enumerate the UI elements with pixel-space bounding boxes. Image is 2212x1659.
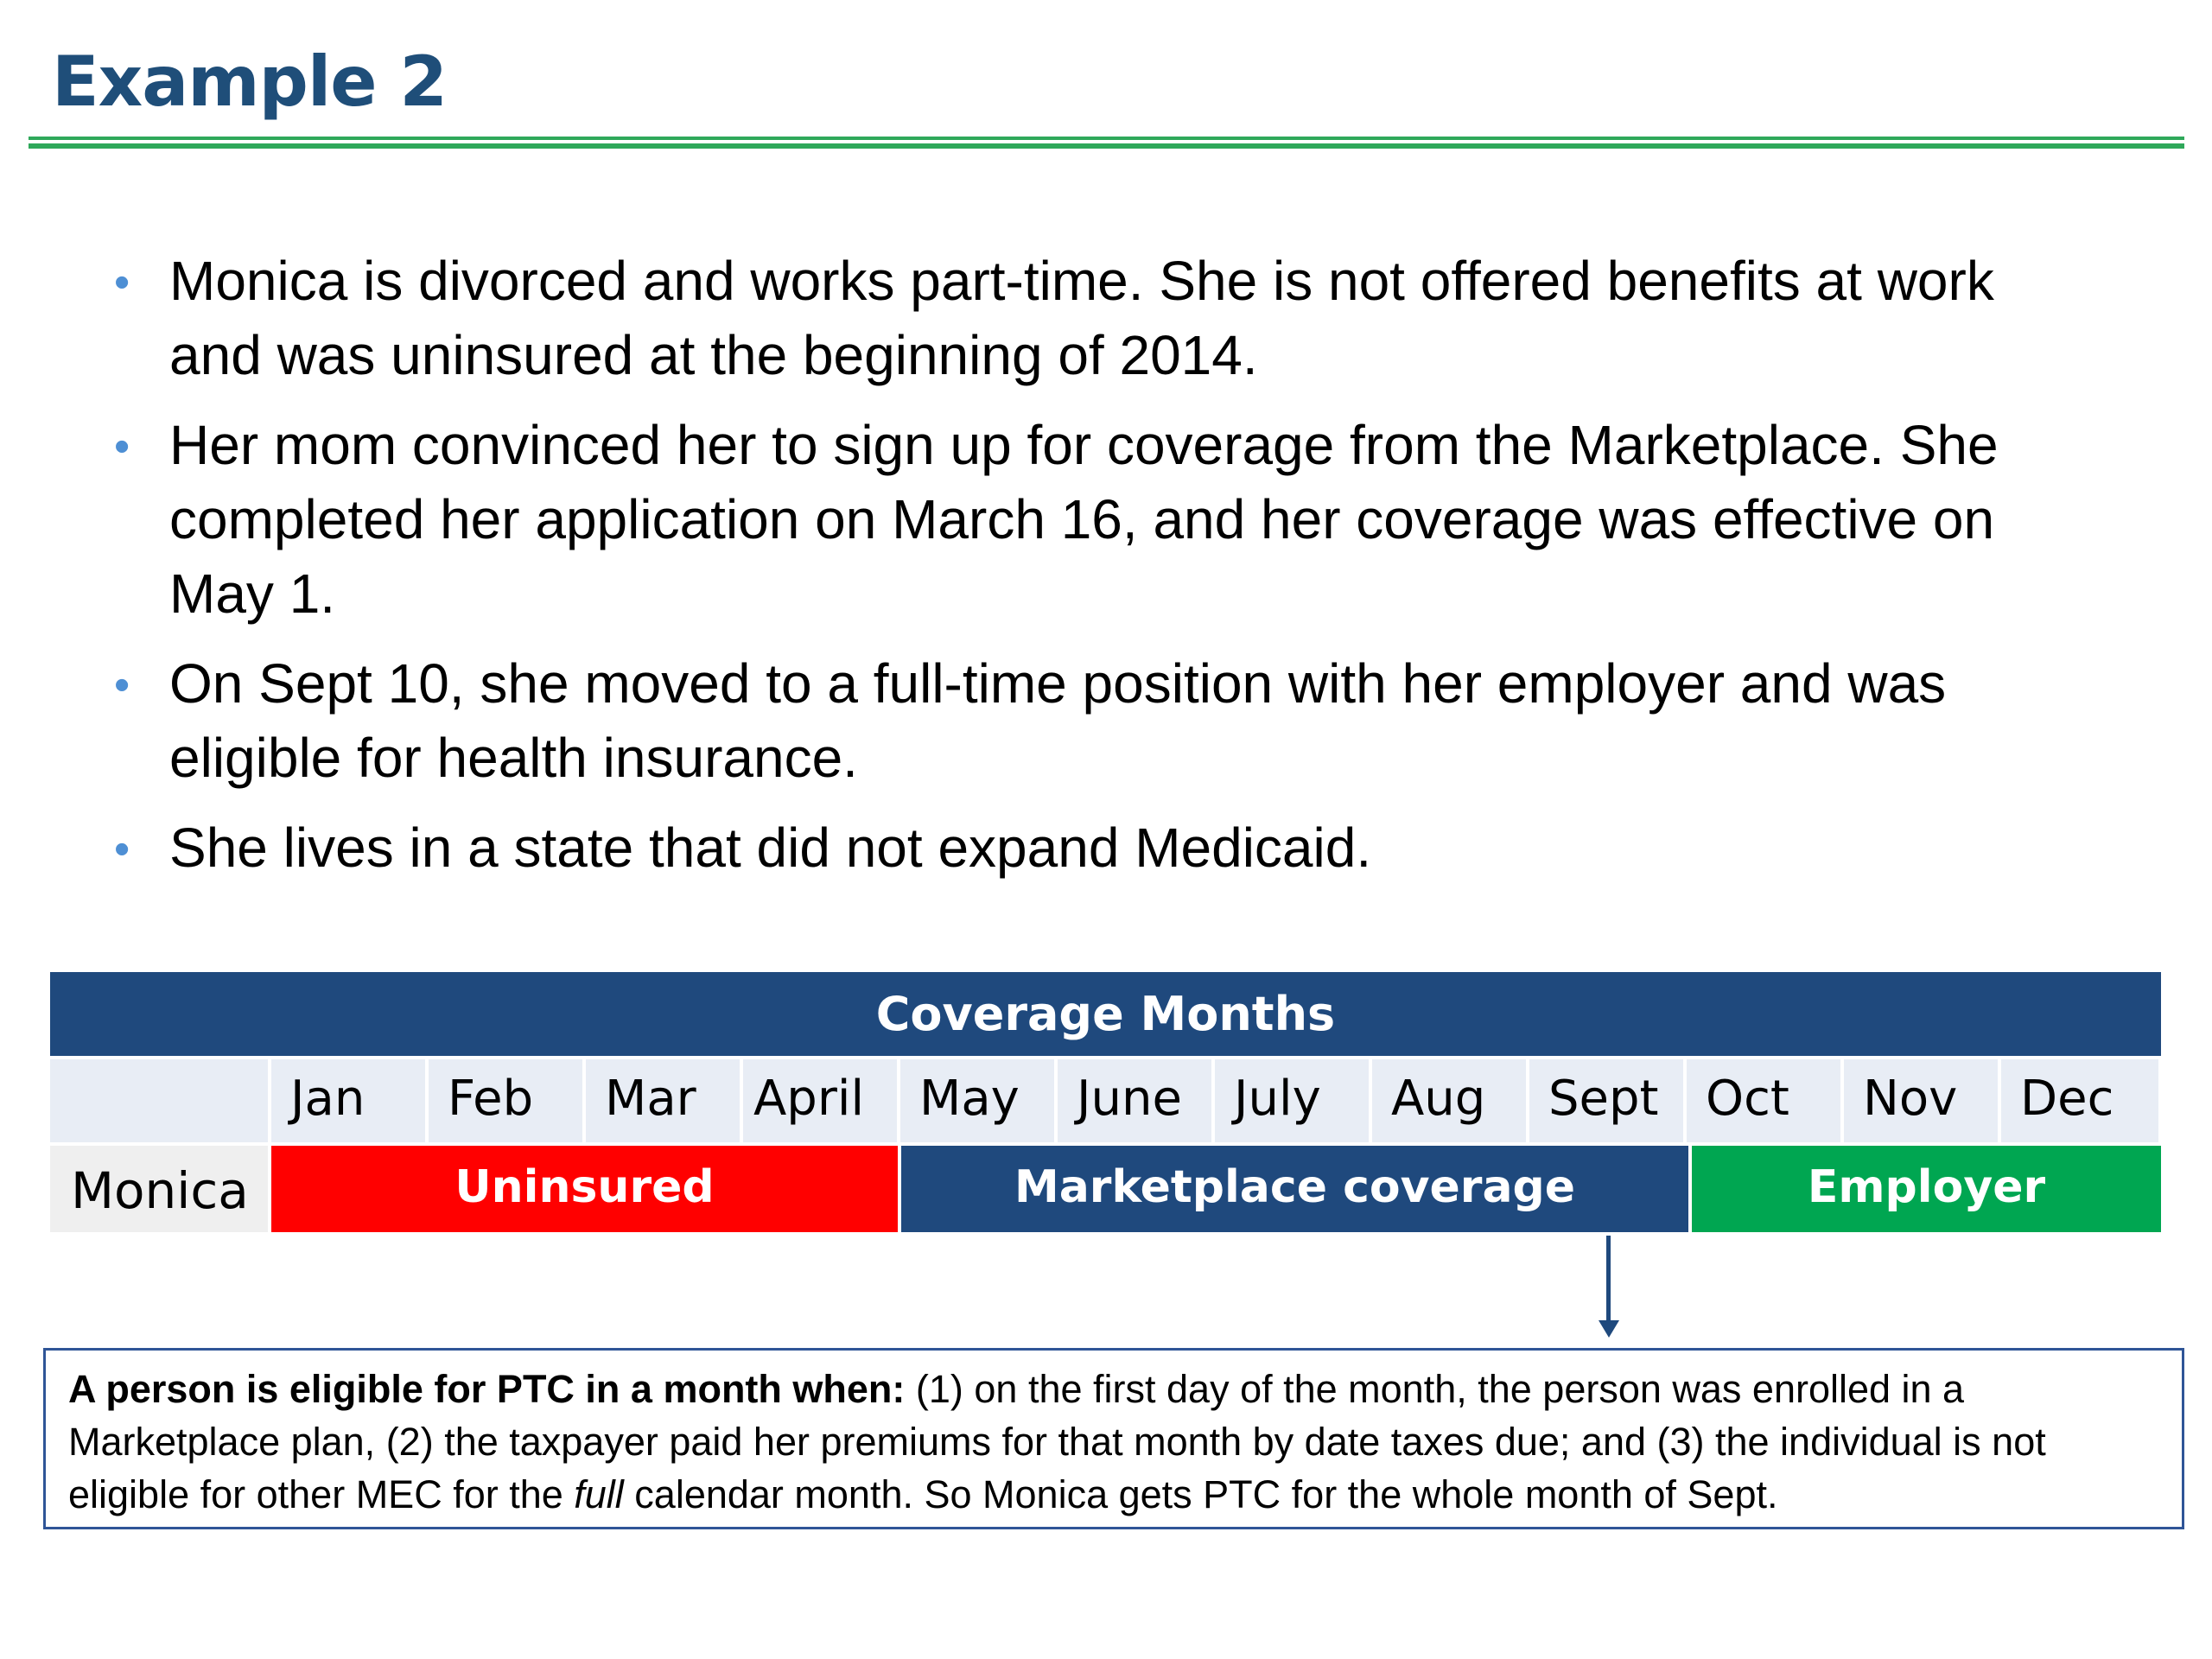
month-cell-mar: Mar <box>586 1056 743 1142</box>
bullet-dot-icon: • <box>114 257 130 308</box>
bullet-text: She lives in a state that did not expand Medicaid. <box>169 817 1372 879</box>
month-cell-dec: Dec <box>2001 1056 2158 1142</box>
month-cell-sept: Sept <box>1529 1056 1687 1142</box>
month-cell-june: June <box>1058 1056 1215 1142</box>
bullet-dot-icon: • <box>114 660 130 710</box>
slide-title: Example 2 <box>52 41 448 122</box>
month-cell-oct: Oct <box>1687 1056 1844 1142</box>
month-cell-aug: Aug <box>1372 1056 1529 1142</box>
callout-arrow-line <box>1606 1236 1611 1322</box>
bullet-item <box>111 244 2098 392</box>
title-rule-top <box>29 137 2184 140</box>
bullet-item <box>111 810 2098 885</box>
monica-row <box>50 1142 2161 1296</box>
bullet-item <box>111 646 2098 795</box>
coverage-table-header: Coverage Months <box>50 972 2161 1056</box>
bullet-text: On Sept 10, she moved to a full-time position with her employer and was eligible for health insurance. <box>169 652 1947 789</box>
callout-arrow-head-icon <box>1599 1320 1619 1338</box>
bullet-dot-icon: • <box>114 422 130 472</box>
row-label-monica: Monica <box>50 1142 271 1232</box>
month-cell-may: May <box>900 1056 1058 1142</box>
segment-employer-coverage: Employer coverage <box>1692 1142 2161 1232</box>
segment-uninsured: Uninsured <box>271 1142 901 1232</box>
callout-lead: A person is eligible for PTC in a month when: <box>68 1367 906 1411</box>
months-row-label-cell <box>50 1056 271 1142</box>
bullet-item <box>111 408 2098 631</box>
callout-text-part2: calendar month. So Monica gets PTC for the whole month of Sept. <box>623 1472 1778 1516</box>
bullet-list <box>111 244 2098 900</box>
bullet-text: Her mom convinced her to sign up for coverage from the Marketplace. She completed her application on March 16, and her coverage was effective on May 1. <box>169 414 1999 625</box>
month-cell-nov: Nov <box>1844 1056 2001 1142</box>
title-rule-bottom <box>29 143 2184 149</box>
month-cell-april: April <box>743 1056 900 1142</box>
month-cell-feb: Feb <box>429 1056 586 1142</box>
months-row <box>50 1056 2161 1142</box>
coverage-table <box>50 972 2161 1296</box>
month-cell-july: July <box>1215 1056 1372 1142</box>
month-cell-jan: Jan <box>271 1056 429 1142</box>
ptc-eligibility-callout <box>43 1348 2184 1529</box>
bullet-text: Monica is divorced and works part-time. She is not offered benefits at work and was uninsured at the beginning of 2014. <box>169 250 1994 386</box>
callout-emphasis: full <box>574 1472 624 1516</box>
callout-text-part1: (1) on the first day of the month, the person was enrolled in a Marketplace plan, (2) the taxpayer paid her premiums for that month by date taxes due; and (3) the individual is not eligible for other MEC for the <box>68 1367 2046 1516</box>
segment-marketplace-coverage: Marketplace coverage <box>901 1142 1692 1232</box>
bullet-dot-icon: • <box>114 824 130 874</box>
